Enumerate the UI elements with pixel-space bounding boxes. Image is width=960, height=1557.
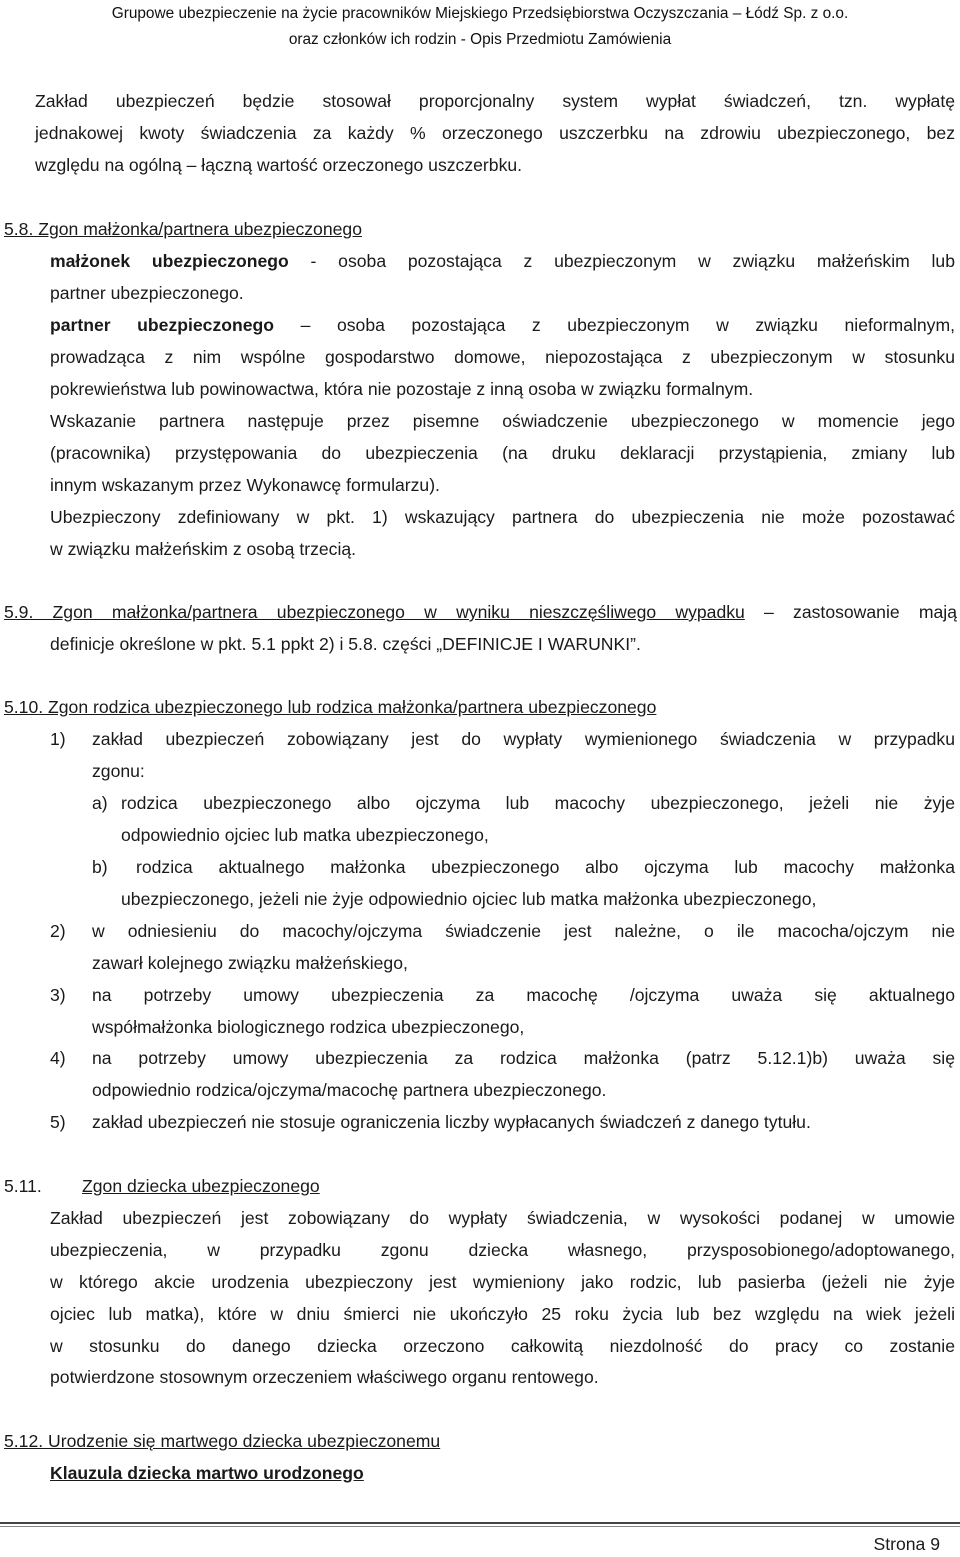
list-item-line: rodzica aktualnego małżonka ubezpieczonego albo ojczyma lub macochy małżonka	[136, 857, 955, 877]
list-item-line: odpowiednio rodzica/ojczyma/macochę partnera ubezpieczonego.	[92, 1080, 607, 1100]
section-5-11-line: w którego akcie urodzenia ubezpieczony jest wymieniony jako rodzic, lub pasierba (jeżeli nie żyje	[50, 1272, 955, 1292]
section-5-9-heading: 5.9. Zgon małżonka/partnera ubezpieczonego w wyniku nieszczęśliwego wypadku – zastosowanie mają	[4, 602, 957, 622]
list-item-line: na potrzeby umowy ubezpieczenia za macochę /ojczyma uważa się aktualnego	[92, 985, 955, 1005]
section-5-10-title: 5.10. Zgon rodzica ubezpieczonego lub rodzica małżonka/partnera ubezpieczonego	[4, 697, 657, 717]
insured-line-1: Ubezpieczony zdefiniowany w pkt. 1) wskazujący partnera do ubezpieczenia nie może pozostawać	[50, 507, 955, 527]
page-header	[0, 0, 960, 55]
list-item-line: rodzica ubezpieczonego albo ojczyma lub macochy ubezpieczonego, jeżeli nie żyje	[121, 793, 955, 813]
list-item-line: w odniesieniu do macochy/ojczyma świadczenie jest należne, o ile macocha/ojczym nie	[92, 921, 955, 941]
section-5-11-line: w stosunku do danego dziecka orzeczono całkowitą niezdolność do pracy co zostanie	[50, 1336, 955, 1356]
list-item-line: zakład ubezpieczeń nie stosuje ograniczenia liczby wypłacanych świadczeń z danego tytułu.	[92, 1112, 811, 1132]
list-item-line: na potrzeby umowy ubezpieczenia za rodzica małżonka (patrz 5.12.1)b) uważa się	[92, 1048, 955, 1068]
footer-rule-thin	[0, 1526, 960, 1527]
intro-line-2: jednakowej kwoty świadczenia za każdy % orzeczonego uszczerbku na zdrowiu ubezpieczonego, bez	[35, 123, 955, 143]
section-5-11-number: 5.11.	[4, 1176, 42, 1196]
section-5-12-title: 5.12. Urodzenie się martwego dziecka ubezpieczonemu	[4, 1431, 441, 1451]
section-5-9-title: 5.9. Zgon małżonka/partnera ubezpieczonego w wyniku nieszczęśliwego wypadku	[4, 602, 745, 622]
list-letter: a)	[92, 793, 108, 813]
list-number: 2)	[50, 921, 66, 941]
indication-line-1: Wskazanie partnera następuje przez pisemne oświadczenie ubezpieczonego w momencie jego	[50, 411, 955, 431]
page-number: Strona 9	[873, 1534, 940, 1554]
partner-definition-line-3: pokrewieństwa lub powinowactwa, która nie pozostaje z inną osoba w związku formalnym.	[50, 379, 754, 399]
list-item-line: zgonu:	[92, 761, 145, 781]
partner-definition-line-1: partner ubezpieczonego – osoba pozostająca z ubezpieczonym w związku nieformalnym,	[50, 315, 956, 335]
section-5-11-line: Zakład ubezpieczeń jest zobowiązany do wypłaty świadczenia, w wysokości podanej w umowie	[50, 1208, 955, 1228]
section-5-9-line-2: definicje określone w pkt. 5.1 ppkt 2) i 5.8. części „DEFINICJE I WARUNKI”.	[50, 634, 641, 654]
list-number: 5)	[50, 1112, 66, 1132]
indication-line-2: (pracownika) przystępowania do ubezpieczenia (na druku deklaracji przystąpienia, zmiany lub	[50, 443, 955, 463]
indication-line-3: innym wskazanym przez Wykonawcę formularzu).	[50, 475, 440, 495]
spouse-definition-line-1: małżonek ubezpieczonego - osoba pozostająca z ubezpieczonym w związku małżeńskim lub	[50, 251, 955, 271]
list-item-line: zakład ubezpieczeń zobowiązany jest do wypłaty wymienionego świadczenia w przypadku	[92, 729, 955, 749]
list-item-line: odpowiednio ojciec lub matka ubezpieczonego,	[121, 825, 489, 845]
spouse-definition-line-2: partner ubezpieczonego.	[50, 283, 244, 303]
list-letter: b)	[92, 857, 108, 877]
list-item-line: zawarł kolejnego związku małżeńskiego,	[92, 953, 408, 973]
section-5-11-line: ubezpieczenia, w przypadku zgonu dziecka własnego, przysposobionego/adoptowanego,	[50, 1240, 955, 1260]
header-line-2: oraz członków ich rodzin - Opis Przedmiotu Zamówienia	[288, 31, 672, 48]
footer-rule	[0, 1522, 960, 1524]
list-number: 1)	[50, 729, 66, 749]
partner-term: partner ubezpieczonego	[50, 315, 275, 335]
insured-line-2: w związku małżeńskim z osobą trzecią.	[50, 539, 357, 559]
section-5-8-title: 5.8. Zgon małżonka/partnera ubezpieczonego	[4, 219, 362, 239]
section-5-8-heading	[4, 213, 362, 245]
section-5-11-line: potwierdzone stosownym orzeczeniem właściwego organu rentowego.	[50, 1367, 599, 1387]
section-5-11-title: Zgon dziecka ubezpieczonego	[82, 1176, 320, 1196]
section-5-12-heading	[4, 1425, 440, 1457]
clause-title: Klauzula dziecka martwo urodzonego	[50, 1463, 364, 1483]
intro-line-3: względu na ogólną – łączną wartość orzeczonego uszczerbku.	[35, 155, 523, 175]
list-number: 4)	[50, 1048, 66, 1068]
list-number: 3)	[50, 985, 66, 1005]
list-item-line: ubezpieczonego, jeżeli nie żyje odpowiednio ojciec lub matka małżonka ubezpieczonego,	[121, 889, 817, 909]
section-5-11-heading	[82, 1170, 320, 1202]
section-5-10-heading	[4, 691, 656, 723]
list-item-line: współmałżonka biologicznego rodzica ubezpieczonego,	[92, 1017, 525, 1037]
clause-heading	[50, 1457, 955, 1489]
section-5-11-line: ojciec lub matka), które w dniu śmierci nie ukończyło 25 roku życia lub bez względu na wiek jeżeli	[50, 1304, 955, 1324]
intro-line-1: Zakład ubezpieczeń będzie stosował proporcjonalny system wypłat świadczeń, tzn. wypłatę	[35, 91, 955, 111]
header-line-1: Grupowe ubezpieczenie na życie pracowników Miejskiego Przedsiębiorstwa Oczyszczania – Łódź Sp. z o.o.	[111, 5, 849, 22]
spouse-term: małżonek ubezpieczonego	[50, 251, 289, 271]
partner-definition-line-2: prowadząca z nim wspólne gospodarstwo domowe, niepozostająca z ubezpieczonym w stosunku	[50, 347, 955, 367]
